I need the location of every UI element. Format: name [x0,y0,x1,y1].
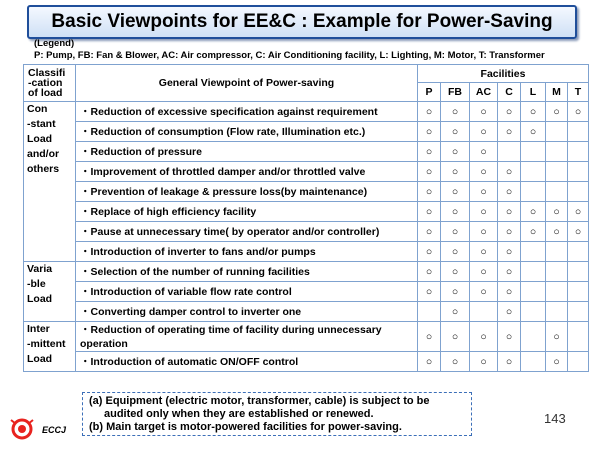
applicable-mark: ○ [441,202,470,222]
applicable-mark: ○ [498,222,521,242]
applicable-mark: ○ [441,222,470,242]
viewpoint-text: ・Improvement of throttled damper and/or throttled valve [76,162,418,182]
empty-cell [418,302,441,322]
facility-column-header: AC [470,83,498,102]
note-b: (b) Main target is motor-powered facilities for power-saving. [89,421,402,433]
empty-cell [521,142,546,162]
empty-cell [568,162,589,182]
note-a-line2: audited only when they are established or renewed. [104,408,374,420]
applicable-mark: ○ [470,282,498,302]
applicable-mark: ○ [418,322,441,352]
table-row [24,102,589,122]
facility-column-header: M [546,83,568,102]
facility-column-header: P [418,83,441,102]
applicable-mark: ○ [441,262,470,282]
table-row [24,122,589,142]
applicable-mark: ○ [418,222,441,242]
applicable-mark: ○ [418,202,441,222]
applicable-mark: ○ [498,122,521,142]
empty-cell [521,262,546,282]
applicable-mark: ○ [568,102,589,122]
applicable-mark: ○ [470,202,498,222]
table-row [24,322,589,352]
applicable-mark: ○ [546,102,568,122]
empty-cell [498,142,521,162]
load-category: Con -stant Load and/or others [24,102,76,262]
viewpoint-text: ・Reduction of consumption (Flow rate, Illumination etc.) [76,122,418,142]
table-row [24,262,589,282]
applicable-mark: ○ [441,182,470,202]
viewpoint-text: ・Reduction of pressure [76,142,418,162]
facility-column-header: T [568,83,589,102]
empty-cell [568,182,589,202]
applicable-mark: ○ [470,322,498,352]
table-row [24,162,589,182]
empty-cell [546,122,568,142]
applicable-mark: ○ [546,202,568,222]
applicable-mark: ○ [418,282,441,302]
header-classification: Classifi -cation of load [24,65,76,102]
page-title: Basic Viewpoints for EE&C : Example for Power-Saving [51,11,553,32]
empty-cell [568,242,589,262]
empty-cell [568,322,589,352]
applicable-mark: ○ [418,352,441,372]
applicable-mark: ○ [418,162,441,182]
viewpoint-text: ・Reduction of operating time of facility during unnecessary operation [76,322,418,352]
empty-cell [568,352,589,372]
eccj-logo [8,416,78,442]
header-general-viewpoint: General Viewpoint of Power-saving [76,65,418,102]
applicable-mark: ○ [470,142,498,162]
empty-cell [546,302,568,322]
applicable-mark: ○ [418,242,441,262]
viewpoint-text: ・Prevention of leakage & pressure loss(by maintenance) [76,182,418,202]
viewpoint-text: ・Pause at unnecessary time( by operator and/or controller) [76,222,418,242]
applicable-mark: ○ [418,182,441,202]
applicable-mark: ○ [498,202,521,222]
applicable-mark: ○ [498,352,521,372]
applicable-mark: ○ [418,142,441,162]
page-number: 143 [544,411,566,426]
applicable-mark: ○ [441,282,470,302]
title-banner [27,5,577,39]
empty-cell [568,142,589,162]
table-body [24,102,589,372]
load-category: Varia -ble Load [24,262,76,322]
empty-cell [521,182,546,202]
viewpoint-text: ・Introduction of inverter to fans and/or pumps [76,242,418,262]
empty-cell [568,302,589,322]
applicable-mark: ○ [470,162,498,182]
facility-column-header: FB [441,83,470,102]
table-row [24,182,589,202]
applicable-mark: ○ [521,202,546,222]
applicable-mark: ○ [470,102,498,122]
table-row [24,302,589,322]
applicable-mark: ○ [521,122,546,142]
header-facilities: Facilities [418,65,589,83]
applicable-mark: ○ [521,102,546,122]
applicable-mark: ○ [498,102,521,122]
table-row [24,352,589,372]
applicable-mark: ○ [498,322,521,352]
load-category: Inter -mittent Load [24,322,76,372]
applicable-mark: ○ [441,242,470,262]
viewpoint-text: ・Converting damper control to inverter one [76,302,418,322]
empty-cell [546,242,568,262]
applicable-mark: ○ [470,222,498,242]
applicable-mark: ○ [470,182,498,202]
applicable-mark: ○ [470,262,498,282]
viewpoint-text: ・Introduction of automatic ON/OFF control [76,352,418,372]
applicable-mark: ○ [498,282,521,302]
applicable-mark: ○ [498,162,521,182]
note-a-line1: (a) Equipment (electric motor, transformer, cable) is subject to be [89,395,430,407]
empty-cell [568,282,589,302]
applicable-mark: ○ [568,202,589,222]
table-row [24,202,589,222]
applicable-mark: ○ [568,222,589,242]
viewpoint-text: ・Reduction of excessive specification against requirement [76,102,418,122]
applicable-mark: ○ [498,262,521,282]
applicable-mark: ○ [441,302,470,322]
applicable-mark: ○ [441,102,470,122]
applicable-mark: ○ [498,242,521,262]
facility-column-header: C [498,83,521,102]
eccj-logo-icon [8,416,38,442]
applicable-mark: ○ [418,102,441,122]
applicable-mark: ○ [546,222,568,242]
empty-cell [521,242,546,262]
empty-cell [568,122,589,142]
empty-cell [521,282,546,302]
applicable-mark: ○ [498,302,521,322]
applicable-mark: ○ [441,352,470,372]
applicable-mark: ○ [441,162,470,182]
applicable-mark: ○ [441,122,470,142]
applicable-mark: ○ [418,122,441,142]
applicable-mark: ○ [441,322,470,352]
facility-column-header: L [521,83,546,102]
notes-box [82,392,472,436]
viewpoint-text: ・Selection of the number of running facilities [76,262,418,282]
viewpoint-text: ・Replace of high efficiency facility [76,202,418,222]
table-row [24,222,589,242]
empty-cell [568,262,589,282]
empty-cell [546,142,568,162]
empty-cell [546,162,568,182]
empty-cell [521,162,546,182]
empty-cell [546,262,568,282]
applicable-mark: ○ [470,242,498,262]
applicable-mark: ○ [546,352,568,372]
legend-label: (Legend) [34,38,75,49]
table-row [24,282,589,302]
empty-cell [521,302,546,322]
empty-cell [470,302,498,322]
empty-cell [546,282,568,302]
power-saving-table [23,64,589,372]
applicable-mark: ○ [470,122,498,142]
table-row [24,242,589,262]
applicable-mark: ○ [546,322,568,352]
applicable-mark: ○ [418,262,441,282]
applicable-mark: ○ [441,142,470,162]
legend-text: P: Pump, FB: Fan & Blower, AC: Air compressor, C: Air Conditioning facility, L: Lighting, M: Motor, T: Transformer [34,50,545,61]
viewpoint-text: ・Introduction of variable flow rate control [76,282,418,302]
applicable-mark: ○ [521,222,546,242]
table-row [24,142,589,162]
applicable-mark: ○ [498,182,521,202]
logo-text: ECCJ [42,425,67,435]
empty-cell [521,352,546,372]
empty-cell [521,322,546,352]
applicable-mark: ○ [470,352,498,372]
empty-cell [546,182,568,202]
